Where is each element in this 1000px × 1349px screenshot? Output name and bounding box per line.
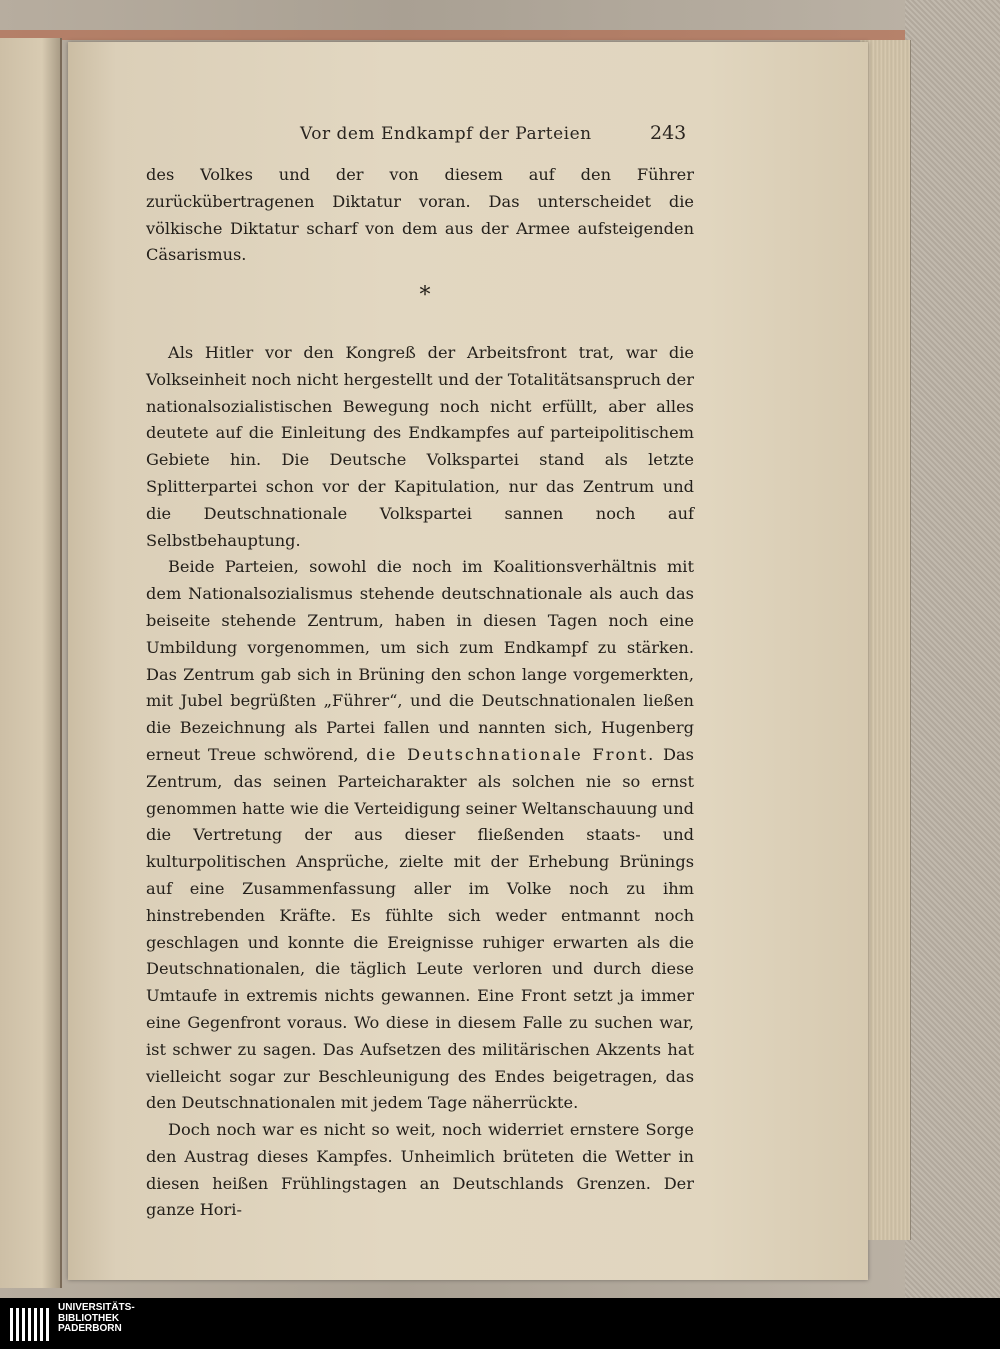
paragraph-3-part-b: Das Zentrum, das seinen Parteicharakter als solchen nie so ernst genommen hatte wie die Verteidigung seiner Weltanschauung und die Vertretung der aus dieser fließenden staats- und kulturpolitischen Ansprüche, zielte mit der Erhebung Brünings auf eine Zusammenfassung aller im Volke noch zu ihm hinstrebenden Kräfte. Es fühlte sich weder entmannt noch geschlagen und konnte die Ereignisse ruhiger erwarten als die Deutschnationalen, die täglich Leute verloren und durch diese Umtaufe in xyxy=(146,744,694,1006)
library-logo-text xyxy=(58,1303,135,1335)
logo-line-3: PADERBORN xyxy=(58,1323,122,1334)
library-footer xyxy=(0,1298,1000,1349)
latin-text: extremis xyxy=(246,986,318,1006)
body-text xyxy=(146,162,694,1224)
page-number: 243 xyxy=(650,122,687,144)
paragraph-3-part-c: nichts gewannen. Eine Front setzt ja immer eine Gegenfront voraus. Wo diese in diesem Falle zu suchen war, ist schwer zu sagen. Das Aufsetzen des militärischen Akzents hat vielleicht sogar zur Beschleunigung des Endes beigetragen, das den Deutschnationalen mit jedem Tage näherrückte. xyxy=(146,986,694,1113)
book-cover-cloth xyxy=(905,0,1000,1298)
running-head: Vor dem Endkampf der Parteien xyxy=(300,124,592,144)
logo-line-1: UNIVERSITÄTS- xyxy=(58,1302,135,1313)
cover-edge xyxy=(0,30,920,40)
paragraph-4: Doch noch war es nicht so weit, noch widerriet ernstere Sorge den Austrag dieses Kampfes. Unheimlich brüteten die Wetter in diesen heißen Frühlingstagen an Deutschlands Grenzen. Der ganze Hori- xyxy=(146,1120,694,1220)
paragraph-3-part-a: Beide Parteien, sowohl die noch im Koalitionsverhältnis mit dem Nationalsozialismus stehende deutschnationale als auch das beiseite stehende Zentrum, haben in diesen Tagen noch eine Umbildung vorgenommen, um sich zum Endkampf zu stärken. Das Zentrum gab sich in Brüning den schon lange vorgemerkten, mit Jubel begrüßten „Führer“, und die Deutschnationalen ließen die Bezeichnung als Partei fallen und nannten sich, Hugenberg erneut Treue schwörend, xyxy=(146,557,694,764)
emphasized-text: die Deutschnationale Front. xyxy=(366,744,656,764)
paragraph-3 xyxy=(146,554,694,1117)
left-page-edge xyxy=(0,38,62,1288)
logo-line-2: BIBLIOTHEK xyxy=(58,1312,120,1324)
paragraph-2: Als Hitler vor den Kongreß der Arbeitsfront trat, war die Volkseinheit noch nicht hergestellt und der Totalitätsanspruch der nationalsozialistischen Bewegung noch nicht erfüllt, aber alles deutete auf die Einleitung des Endkampfes auf parteipolitischem Gebiete hin. Die Deutsche Volkspartei stand als letzte Splitterpartei schon vor der Kapitulation, nur das Zentrum und die Deutschnationale Volkspartei sannen noch auf Selbstbehauptung. xyxy=(146,342,694,550)
paragraph-1: des Volkes und der von diesem auf den Führer zurückübertragenen Diktatur voran. Das unterscheidet die völkische Diktatur scharf von dem aus der Armee aufsteigenden Cäsarismus. xyxy=(146,165,694,265)
section-separator: * xyxy=(419,283,431,309)
library-logo-icon xyxy=(10,1308,50,1341)
